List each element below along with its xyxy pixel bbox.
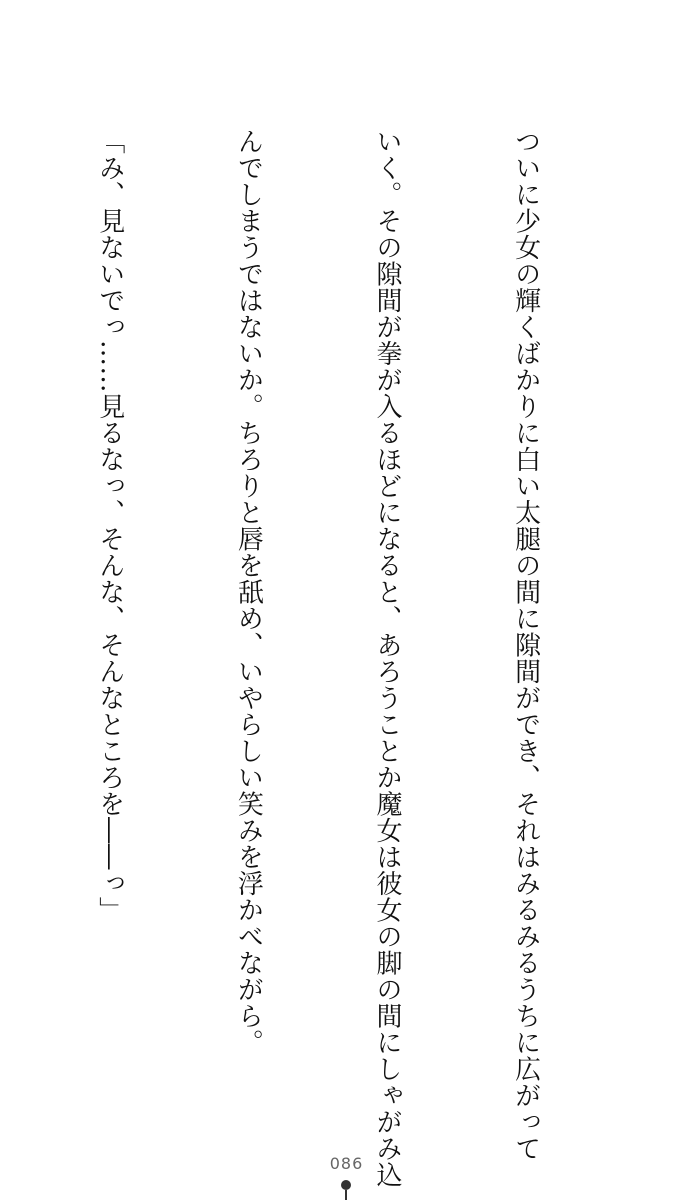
- page-number: 086: [329, 1154, 364, 1173]
- page-marker-dot-icon: [341, 1180, 351, 1190]
- text-line: ついに少女の輝くばかりに白い太腿の間に隙間ができ、それはみるみるうちに広がって: [510, 128, 541, 1162]
- text-line: いく。その隙間が拳が入るほどになると、あろうことか魔女は彼女の脚の間にしゃがみ込: [371, 128, 402, 1188]
- text-line: 「み、見ないでっ……見るなっ、そんな、そんなところを――っ」: [94, 128, 125, 923]
- text-line: んでしまうではないか。ちろりと唇を舐め、いやらしい笑みを浮かべながら。: [233, 128, 264, 1056]
- page-marker-stem-icon: [345, 1190, 347, 1200]
